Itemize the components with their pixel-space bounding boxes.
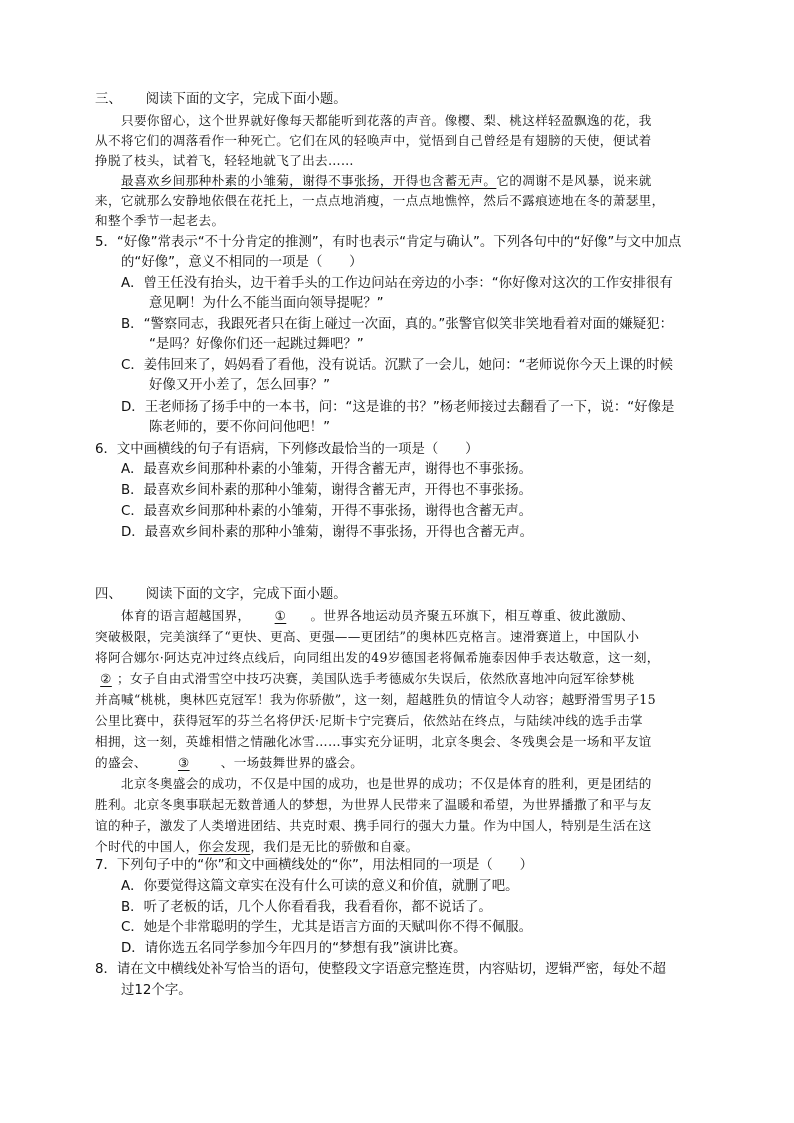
passage3-p2-line1-rest: 它的凋谢不是风暴，说来就	[496, 173, 652, 188]
q6-option-c: C．最喜欢乡间那种朴素的小雏菊，开得不事张扬，谢得也含蓄无声。	[121, 504, 533, 519]
q8-stem-line2: 过12个字。	[121, 983, 192, 998]
q5-option-d-line2: 陈老师的，要不你问问他吧！”	[149, 420, 331, 435]
q6-option-d: D．最喜欢乡间朴素的那种小雏菊，谢得不事张扬，开得也含蓄无声。	[121, 525, 534, 540]
section3-number: 三、	[95, 92, 122, 107]
passage4-p1-line7: 相拥，这一刻，英雄相惜之情融化冰雪……事实充分证明，北京冬奥会、冬残奥会是一场和平友谊	[95, 734, 652, 749]
passage4-p1-line4-text: ；女子自由式滑雪空中技巧决赛，美国队选手考德威尔失误后，依然欣喜地冲向冠军徐梦桃	[117, 671, 635, 686]
passage4-p1-line5: 并高喊“桃桃，奥林匹克冠军！我为你骄傲”，这一刻，超越胜负的情谊令人动容；越野滑雪男子15	[95, 692, 656, 707]
q5-stem-line2: 的“好像”，意义不相同的一项是（ ）	[121, 255, 363, 270]
passage4-p2-line4-start: 个时代的中国人，	[95, 839, 199, 854]
passage4-p1-line1-start: 体育的语言超越国界，	[121, 608, 251, 623]
passage4-p2-line3: 谊的种子，激发了人类增进团结、共克时艰、携手同行的强大力量。作为中国人，特别是生活在这	[95, 818, 652, 833]
passage4-p2-line1: 北京冬奥盛会的成功，不仅是中国的成功，也是世界的成功；不仅是体育的胜利，更是团结的	[121, 776, 652, 791]
passage3-p1-line3: 挣脱了枝头，试着飞，轻轻地就飞了出去……	[95, 153, 354, 168]
blank-1: ①	[274, 608, 287, 623]
passage3-p1-line2: 从不将它们的凋落看作一种死亡。它们在风的轻唤声中，觉悟到自己曾经是有翅膀的天使，便试着	[95, 133, 652, 148]
underlined-sentence: 最喜欢乡间那种朴素的小雏菊，谢得不事张扬，开得也含蓄无声。	[121, 173, 497, 188]
passage3-p2-line1	[121, 171, 652, 191]
passage3-p2-line2: 来，它就那么安静地依偎在花托上，一点点地消瘦，一点点地憔悴，然后不露痕迹地在冬的萧瑟里，	[95, 193, 665, 208]
q5-option-a-line1: A．曾王任没有抬头，边干着手头的工作边问站在旁边的小李：“你好像对这次的工作安排很有	[121, 276, 673, 291]
section4-heading	[95, 585, 347, 605]
passage4-p1-line8-start: 的盛会、	[95, 755, 147, 770]
passage3-p2-line3: 和整个季节一起老去。	[95, 213, 225, 228]
q5-option-b-line2: “是吗？好像你们还一起跳过舞吧？”	[149, 337, 364, 352]
q5-option-c-line1: C．姜伟回来了，妈妈看了看他，没有说话。沉默了一会儿，她问：“老师说你今天上课的时候	[121, 358, 673, 373]
blank-3: ③	[177, 755, 190, 770]
passage4-p1-line1	[121, 606, 634, 626]
passage4-p1-line2: 突破极限，完美演绎了“更快、更高、更强——更团结”的奥林匹克格言。速滑赛道上，中国队小	[95, 629, 640, 644]
section3-heading	[95, 90, 347, 110]
q7-stem: 7．下列句子中的“你”和文中画横线处的“你”，用法相同的一项是（ ）	[95, 858, 533, 873]
q5-option-d-line1: D．王老师扬了扬手中的一本书，问：“这是谁的书？”杨老师接过去翻看了一下，说：“好像是	[121, 400, 675, 415]
passage3-p1-line1: 只要你留心，这个世界就好像每天都能听到花落的声音。像樱、梨、桃这样轻盈飘逸的花，我	[121, 113, 652, 128]
q7-option-a: A．你要觉得这篇文章实在没有什么可读的意义和价值，就删了吧。	[121, 879, 519, 894]
section3-instruction: 阅读下面的文字，完成下面小题。	[145, 92, 347, 107]
passage4-p1-line8-end: 、一场鼓舞世界的盛会。	[220, 755, 364, 770]
q6-stem: 6．文中画横线的句子有语病，下列修改最恰当的一项是（ ）	[95, 442, 479, 457]
q5-stem-line1: 5．“好像”常表示“不十分肯定的推测”，有时也表示“肯定与确认”。下列各句中的“好像”与文中加点	[95, 235, 682, 250]
q6-option-a: A．最喜欢乡间那种朴素的小雏菊，开得含蓄无声，谢得也不事张扬。	[121, 462, 532, 477]
section4-instruction: 阅读下面的文字，完成下面小题。	[145, 587, 347, 602]
q5-option-b-line1: B．“警察同志，我跟死者只在街上碰过一次面，真的。”张警官似笑非笑地看着对面的嫌疑犯：	[121, 317, 673, 332]
underlined-phrase: 你会发现	[198, 839, 251, 854]
blank-2: ②	[100, 671, 112, 686]
q5-option-c-line2: 好像又开小差了，怎么回事？”	[149, 378, 331, 393]
q7-option-d: D．请你选五名同学参加今年四月的“梦想有我”演讲比赛。	[121, 941, 467, 956]
passage4-p2-line4	[95, 837, 419, 857]
passage4-p1-line1-end: 。世界各地运动员齐聚五环旗下，相互尊重、彼此激励、	[310, 608, 635, 623]
passage4-p1-line3: 将阿合娜尔·阿达克冲过终点线后，向同组出发的49岁德国老将佩希施泰因伸手表达敬意，这一刻，	[95, 650, 660, 665]
passage4-p1-line4	[95, 669, 635, 689]
q5-option-a-line2: 意见啊！为什么不能当面向领导提呢？”	[149, 296, 384, 311]
q7-option-b: B．听了老板的话，几个人你看看我，我看看你，都不说话了。	[121, 900, 492, 915]
passage4-p2-line4-end: ，我们是无比的骄傲和自豪。	[250, 839, 419, 854]
passage4-p1-line6: 公里比赛中，获得冠军的芬兰名将伊沃·尼斯卡宁完赛后，依然站在终点，与陆续冲线的选手击掌	[95, 713, 643, 728]
passage4-p2-line2: 胜利。北京冬奥事联起无数普通人的梦想，为世界人民带来了温暖和希望，为世界播撒了和平与友	[95, 797, 652, 812]
section4-number: 四、	[95, 587, 122, 602]
q8-stem-line1: 8．请在文中横线处补写恰当的语句，使整段文字语意完整连贯，内容贴切，逻辑严密，每处不超	[95, 962, 666, 977]
passage4-p1-line8	[95, 753, 363, 773]
q6-option-b: B．最喜欢乡间朴素的那种小雏菊，谢得含蓄无声，开得也不事张扬。	[121, 483, 532, 498]
q7-option-c: C．她是个非常聪明的学生，尤其是语言方面的天赋叫你不得不佩服。	[121, 920, 533, 935]
